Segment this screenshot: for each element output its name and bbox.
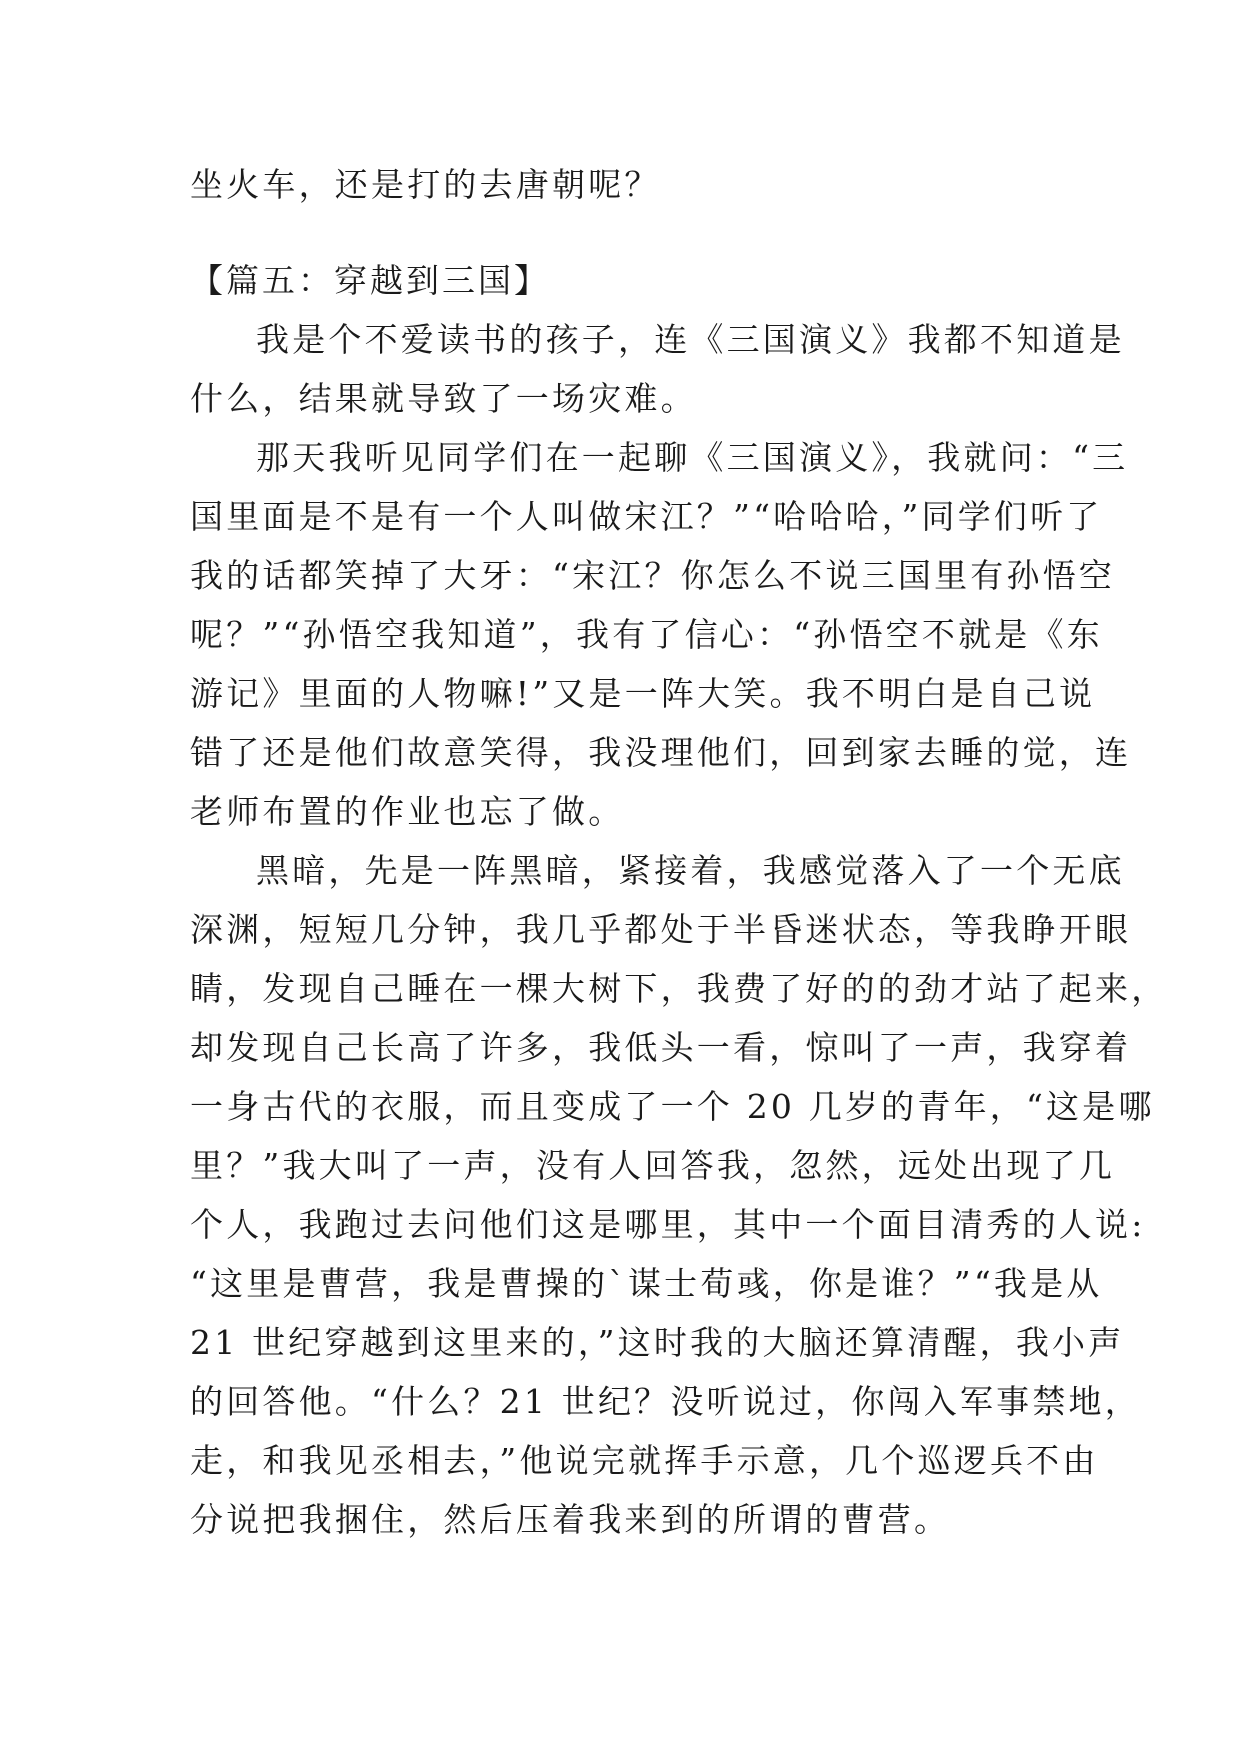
section-title: 【篇五：穿越到三国】 xyxy=(190,261,550,300)
paragraph-line: 走，和我见丞相去，”他说完就挥手示意，几个巡逻兵不由 xyxy=(190,1441,1099,1480)
paragraph-line: 黑暗，先是一阵黑暗，紧接着，我感觉落入了一个无底 xyxy=(256,851,1125,890)
paragraph-line: 个人，我跑过去问他们这是哪里，其中一个面目清秀的人说: xyxy=(190,1205,1146,1244)
paragraph-line: 国里面是不是有一个人叫做宋江？”“哈哈哈，”同学们听了 xyxy=(190,497,1103,536)
paragraph-line: “这里是曹营，我是曹操的`谋士荀彧，你是谁？”“我是从 xyxy=(190,1264,1103,1303)
paragraph-line: 睛，发现自己睡在一棵大树下，我费了好的的劲才站了起来， xyxy=(190,969,1168,1008)
paragraph-line: 什么，结果就导致了一场灾难。 xyxy=(190,379,697,418)
paragraph-3 xyxy=(190,841,1168,1549)
paragraph-line: 分说把我捆住，然后压着我来到的所谓的曹营。 xyxy=(190,1500,951,1539)
paragraph-line: 游记》里面的人物嘛!”又是一阵大笑。我不明白是自己说 xyxy=(190,674,1096,713)
paragraph-2 xyxy=(190,428,1132,841)
paragraph-line: 错了还是他们故意笑得，我没理他们，回到家去睡的觉，连 xyxy=(190,733,1132,772)
document-page xyxy=(190,155,1168,1549)
paragraph-line: 老师布置的作业也忘了做。 xyxy=(190,792,625,831)
paragraph-1 xyxy=(190,310,1125,428)
paragraph-line: 一身古代的衣服，而且变成了一个 20 几岁的青年，“这是哪 xyxy=(190,1087,1155,1126)
paragraph-line: 那天我听见同学们在一起聊《三国演义》，我就问：“三 xyxy=(256,438,1129,477)
paragraph-line: 我是个不爱读书的孩子，连《三国演义》我都不知道是 xyxy=(256,320,1125,359)
paragraph-line: 呢？”“孙悟空我知道”，我有了信心：“孙悟空不就是《东 xyxy=(190,615,1103,654)
paragraph-line: 深渊，短短几分钟，我几乎都处于半昏迷状态，等我睁开眼 xyxy=(190,910,1132,949)
lead-line: 坐火车，还是打的去唐朝呢？ xyxy=(190,165,661,204)
paragraph-line: 我的话都笑掉了大牙：“宋江？你怎么不说三国里有孙悟空 xyxy=(190,556,1116,595)
paragraph-line: 里？”我大叫了一声，没有人回答我，忽然，远处出现了几 xyxy=(190,1146,1116,1185)
section-spacer xyxy=(190,214,1054,251)
paragraph-line: 的回答他。“什么？21 世纪？没听说过，你闯入军事禁地， xyxy=(190,1382,1141,1421)
paragraph-line: 21 世纪穿越到这里来的，”这时我的大脑还算清醒，我小声 xyxy=(190,1323,1125,1362)
paragraph-line: 却发现自己长高了许多，我低头一看，惊叫了一声，我穿着 xyxy=(190,1028,1132,1067)
